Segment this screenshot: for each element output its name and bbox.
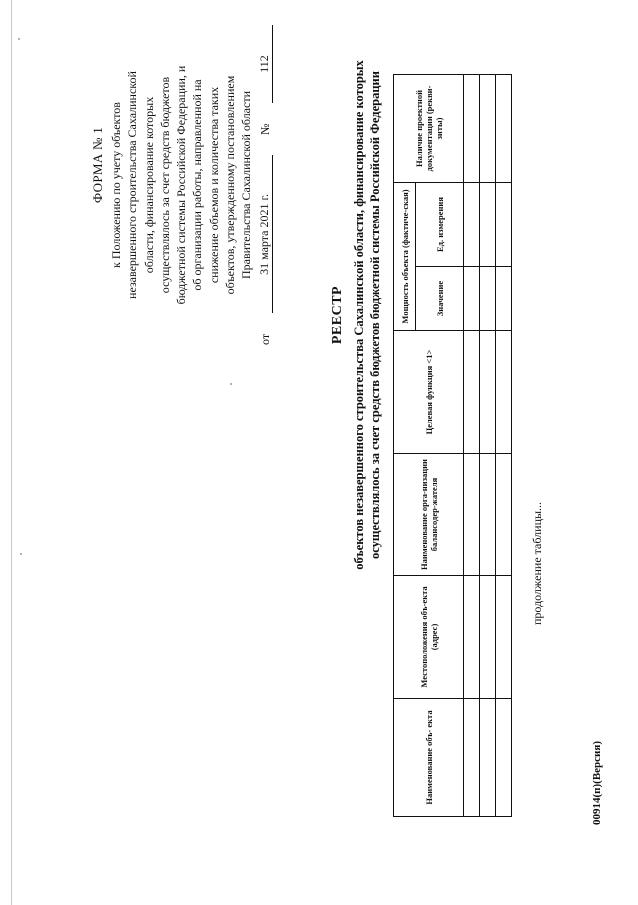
table-row bbox=[496, 75, 512, 817]
table-cell bbox=[464, 576, 480, 699]
footer-document-code: 00914(п)(Версия) bbox=[591, 741, 603, 825]
registry-title-block bbox=[330, 0, 383, 705]
scan-speck bbox=[18, 38, 20, 40]
table-cell bbox=[464, 267, 480, 331]
table-cell bbox=[496, 699, 512, 817]
registry-subtitle-line-2: осуществлялось за счет средств бюджетов бюджетной системы Российской Федерации bbox=[368, 71, 382, 559]
scan-speck bbox=[20, 553, 22, 555]
table-cell bbox=[480, 75, 496, 183]
table-cell bbox=[496, 183, 512, 267]
regulation-line: объектов, утвержденному постановлением bbox=[223, 75, 238, 295]
header-balance-holder: Наименование орга-низации балансодер-жателя bbox=[394, 454, 464, 576]
table-cell bbox=[464, 454, 480, 576]
regulation-line: незавершенного строительства Сахалинской bbox=[125, 71, 140, 299]
table-cell bbox=[480, 267, 496, 331]
table-cell bbox=[496, 576, 512, 699]
table-cell bbox=[496, 331, 512, 454]
registry-title: РЕЕСТР bbox=[330, 285, 345, 345]
regulation-number: 112 bbox=[256, 25, 273, 103]
header-capacity-unit: Ед. измерения bbox=[416, 183, 464, 267]
regulation-line: Правительства Сахалинской области bbox=[239, 90, 254, 280]
regulation-line: области, финансирование которых bbox=[141, 96, 156, 274]
table-row bbox=[480, 75, 496, 817]
regulation-date: 31 марта 2021 г. bbox=[256, 155, 273, 313]
table-row bbox=[464, 75, 480, 817]
table-cell bbox=[496, 454, 512, 576]
header-capacity-value: Значение bbox=[416, 267, 464, 331]
header-target-function: Целевая функция <1> bbox=[394, 331, 464, 454]
registry-table-wrap bbox=[393, 74, 512, 817]
regulation-date-number-line bbox=[256, 25, 273, 345]
regulation-line: к Положению по учету объектов bbox=[109, 102, 123, 268]
from-label: от bbox=[257, 333, 272, 345]
table-cell bbox=[464, 699, 480, 817]
regulation-line: об организации работы, направленной на bbox=[190, 79, 205, 291]
table-cell bbox=[464, 183, 480, 267]
regulation-line: осуществлялось за счет средств бюджетов bbox=[157, 76, 172, 294]
number-label: № bbox=[257, 123, 272, 135]
header-object-capacity: Мощность объекта (фактиче-ская) bbox=[394, 183, 416, 331]
table-cell bbox=[496, 75, 512, 183]
table-cell bbox=[480, 183, 496, 267]
table-cell bbox=[464, 75, 480, 183]
header-project-documentation: Наличие проектной документации (рекви-зиты) bbox=[394, 75, 464, 183]
regulation-reference-block bbox=[108, 25, 273, 345]
regulation-line: снижение объемов и количества таких bbox=[206, 86, 221, 284]
header-object-location: Местоположения объ-екта (адрес) bbox=[394, 576, 464, 699]
table-cell bbox=[480, 331, 496, 454]
continuation-note: продолжение таблицы... bbox=[530, 501, 544, 625]
table-cell bbox=[480, 699, 496, 817]
registry-table bbox=[393, 74, 512, 817]
table-cell bbox=[480, 454, 496, 576]
scan-speck bbox=[230, 383, 232, 385]
table-cell bbox=[480, 576, 496, 699]
header-object-name: Наименование объ- екта bbox=[394, 699, 464, 817]
table-cell bbox=[496, 267, 512, 331]
form-title: ФОРМА № 1 bbox=[90, 126, 105, 204]
registry-subtitle-line-1: объектов незавершенного строительства Сахалинской области, финансирование которых bbox=[352, 60, 366, 570]
table-cell bbox=[464, 331, 480, 454]
regulation-line: бюджетной системы Российской Федерации, и bbox=[174, 65, 189, 305]
